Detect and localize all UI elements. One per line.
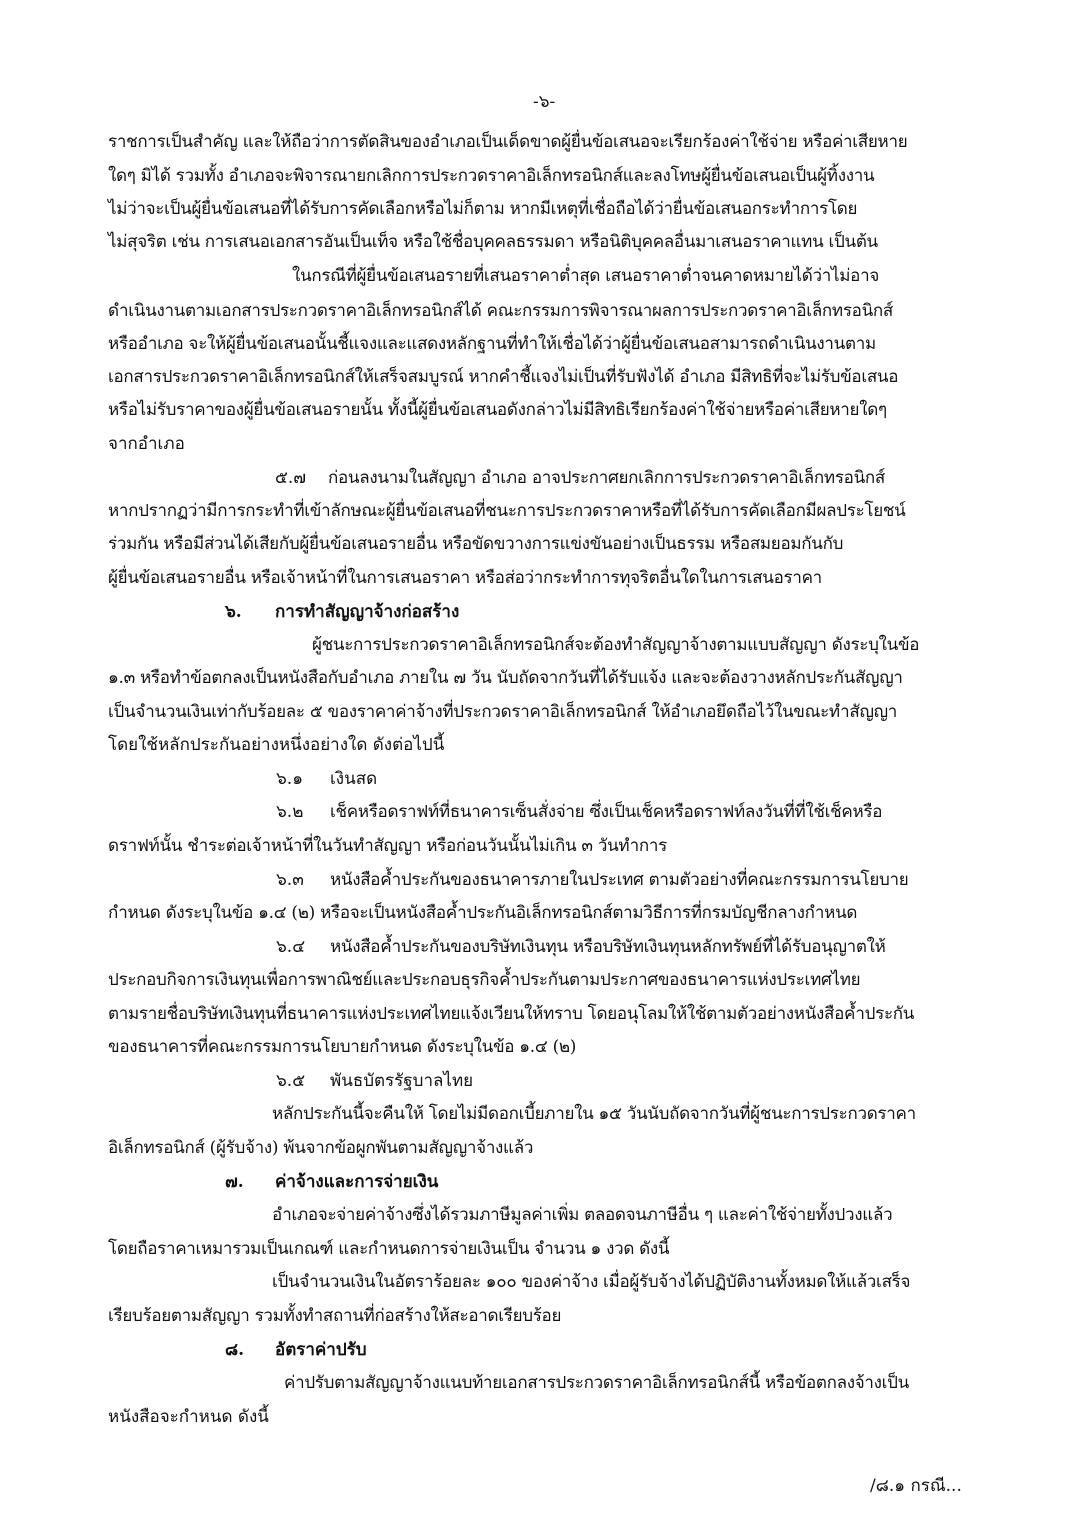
text-line-16: ๑.๓ หรือทำข้อตกลงเป็นหนังสือกับอำเภอ ภายใน ๗ วัน นับถัดจากวันที่ได้รับแจ้ง และจะต้องวางหลักประกันสัญญา [108, 668, 903, 688]
text-line-17: เป็นจำนวนเงินเท่ากับร้อยละ ๕ ของราคาค่าจ้างที่ประกวดราคาอิเล็กทรอนิกส์ ให้อำเภอยึดถือไว้ในขณะทำสัญญา [108, 702, 898, 722]
text-line-12: หากปรากฏว่ามีการกระทำที่เข้าลักษณะผู้ยื่นข้อเสนอที่ชนะการประกวดราคาหรือที่ได้รับการคัดเลือกมีผลประโยชน์ [108, 501, 906, 521]
item-number-6-2: ๖.๒ [276, 802, 304, 822]
text-line-31: อิเล็กทรอนิกส์ (ผู้รับจ้าง) พ้นจากข้อผูกพันตามสัญญาจ้างแล้ว [108, 1138, 534, 1158]
continuation-marker: /๘.๑ กรณี... [870, 1476, 962, 1496]
text-line-24: กำหนด ดังระบุในข้อ ๑.๔ (๒) หรือจะเป็นหนังสือค้ำประกันอิเล็กทรอนิกส์ตามวิธีการที่กรมบัญชีกลางกำหนด [108, 903, 858, 923]
text-line-13: ร่วมกัน หรือมีส่วนได้เสียกับผู้ยื่นข้อเสนอรายอื่น หรือขัดขวางการแข่งขันอย่างเป็นธรรม หรือสมยอมกันกับ [108, 534, 844, 554]
text-line-5: ในกรณีที่ผู้ยื่นข้อเสนอรายที่เสนอราคาต่ำสุด เสนอราคาต่ำจนคาดหมายได้ว่าไม่อาจ [292, 266, 879, 286]
text-line-33: อำเภอจะจ่ายค่าจ้างซึ่งได้รวมภาษีมูลค่าเพิ่ม ตลอดจนภาษีอื่น ๆ และค่าใช้จ่ายทั้งปวงแล้ว [272, 1205, 893, 1225]
text-line-15: ผู้ชนะการประกวดราคาอิเล็กทรอนิกส์จะต้องทำสัญญาจ้างตามแบบสัญญา ดังระบุในข้อ [312, 635, 920, 655]
text-line-18: โดยใช้หลักประกันอย่างหนึ่งอย่างใด ดังต่อไปนี้ [108, 735, 445, 755]
item-6-2-text: เช็คหรือดราฟท์ที่ธนาคารเซ็นสั่งจ่าย ซึ่งเป็นเช็คหรือดราฟท์ลงวันที่ที่ใช้เช็คหรือ [330, 802, 883, 822]
text-line-36: เรียบร้อยตามสัญญา รวมทั้งทำสถานที่ก่อสร้างให้สะอาดเรียบร้อย [108, 1306, 562, 1326]
text-line-6: ดำเนินงานตามเอกสารประกวดราคาอิเล็กทรอนิกส์ได้ คณะกรรมการพิจารณาผลการประกวดราคาอิเล็กทรอนิกส์ [108, 301, 893, 321]
section-number-7: ๗. [225, 1172, 244, 1192]
text-line-26: ประกอบกิจการเงินทุนเพื่อการพาณิชย์และประกอบธุรกิจค้ำประกันตามประกาศของธนาคารแห่งประเทศไทย [108, 970, 861, 990]
text-line-14: ผู้ยื่นข้อเสนอรายอื่น หรือเจ้าหน้าที่ในการเสนอราคา หรือส่อว่ากระทำการทุจริตอื่นใดในการเสนอราคา [108, 568, 822, 588]
text-line-7: หรืออำเภอ จะให้ผู้ยื่นข้อเสนอนั้นชี้แจงและแสดงหลักฐานที่ทำให้เชื่อได้ว่าผู้ยื่นข้อเสนอสามารถดำเนินงานตาม [108, 334, 876, 354]
text-line-10: จากอำเภอ [108, 434, 185, 454]
text-line-34: โดยถือราคาเหมารวมเป็นเกณฑ์ และกำหนดการจ่ายเงินเป็น จำนวน ๑ งวด ดังนี้ [108, 1239, 670, 1259]
heading-section-6: การทำสัญญาจ้างก่อสร้าง [275, 602, 460, 622]
heading-section-7: ค่าจ้างและการจ่ายเงิน [275, 1172, 439, 1192]
section-number-6: ๖. [225, 602, 242, 622]
section-number-5-7: ๕.๗ [275, 468, 307, 488]
text-line-4: ไม่สุจริต เช่น การเสนอเอกสารอันเป็นเท็จ หรือใช้ชื่อบุคคลธรรมดา หรือนิติบุคคลอื่นมาเสนอราคาแทน เป็นต้น [108, 232, 878, 252]
item-number-6-1: ๖.๑ [276, 769, 303, 789]
text-line-28: ของธนาคารที่คณะกรรมการนโยบายกำหนด ดังระบุในข้อ ๑.๔ (๒) [108, 1037, 577, 1057]
text-line-2: ใดๆ มิได้ รวมทั้ง อำเภอจะพิจารณายกเลิกการประกวดราคาอิเล็กทรอนิกส์และลงโทษผู้ยื่นข้อเสนอเป็นผู้ทิ้งงาน [108, 166, 875, 186]
item-number-6-5: ๖.๕ [276, 1071, 306, 1091]
text-line-22: ดราฟท์นั้น ชำระต่อเจ้าหน้าที่ในวันทำสัญญา หรือก่อนวันนั้นไม่เกิน ๓ วันทำการ [108, 836, 667, 856]
section-number-8: ๘. [225, 1340, 245, 1360]
text-line-27: ตามรายชื่อบริษัทเงินทุนที่ธนาคารแห่งประเทศไทยแจ้งเวียนให้ทราบ โดยอนุโลมให้ใช้ตามตัวอย่างหนังสือค้ำประกัน [108, 1004, 915, 1024]
item-6-3-text: หนังสือค้ำประกันของธนาคารภายในประเทศ ตามตัวอย่างที่คณะกรรมการนโยบาย [330, 870, 909, 890]
item-number-6-4: ๖.๔ [276, 937, 306, 957]
text-line-9: หรือไม่รับราคาของผู้ยื่นข้อเสนอรายนั้น ทั้งนี้ผู้ยื่นข้อเสนอดังกล่าวไม่มีสิทธิเรียกร้องค่าใช้จ่ายหรือค่าเสียหายใดๆ [108, 400, 887, 420]
text-line-30: หลักประกันนี้จะคืนให้ โดยไม่มีดอกเบี้ยภายใน ๑๕ วันนับถัดจากวันที่ผู้ชนะการประกวดราคา [272, 1104, 916, 1124]
text-line-39: หนังสือจะกำหนด ดังนี้ [108, 1407, 269, 1427]
item-6-4-text: หนังสือค้ำประกันของบริษัทเงินทุน หรือบริษัทเงินทุนหลักทรัพย์ที่ได้รับอนุญาตให้ [330, 937, 886, 957]
item-6-5-text: พันธบัตรรัฐบาลไทย [330, 1071, 474, 1091]
text-line-38: ค่าปรับตามสัญญาจ้างแนบท้ายเอกสารประกวดราคาอิเล็กทรอนิกส์นี้ หรือข้อตกลงจ้างเป็น [284, 1373, 909, 1393]
text-line-11: ก่อนลงนามในสัญญา อำเภอ อาจประกาศยกเลิกการประกวดราคาอิเล็กทรอนิกส์ [328, 468, 885, 488]
heading-section-8: อัตราค่าปรับ [275, 1340, 367, 1360]
text-line-1: ราชการเป็นสำคัญ และให้ถือว่าการตัดสินของอำเภอเป็นเด็ดขาดผู้ยื่นข้อเสนอจะเรียกร้องค่าใช้จ่าย หรือค่าเสียหาย [108, 132, 908, 152]
text-line-3: ไม่ว่าจะเป็นผู้ยื่นข้อเสนอที่ได้รับการคัดเลือกหรือไม่ก็ตาม หากมีเหตุที่เชื่อถือได้ว่ายื่นข้อเสนอกระทำการโดย [108, 199, 858, 219]
item-number-6-3: ๖.๓ [276, 870, 304, 890]
page-number: -๖- [533, 92, 556, 112]
text-line-35: เป็นจำนวนเงินในอัตราร้อยละ ๑๐๐ ของค่าจ้าง เมื่อผู้รับจ้างได้ปฏิบัติงานทั้งหมดให้แล้วเสร็จ [272, 1272, 911, 1292]
item-6-1-text: เงินสด [330, 769, 378, 789]
text-line-8: เอกสารประกวดราคาอิเล็กทรอนิกส์ให้เสร็จสมบูรณ์ หากคำชี้แจงไม่เป็นที่รับฟังได้ อำเภอ มีสิทธิที่จะไม่รับข้อเสนอ [108, 367, 899, 387]
